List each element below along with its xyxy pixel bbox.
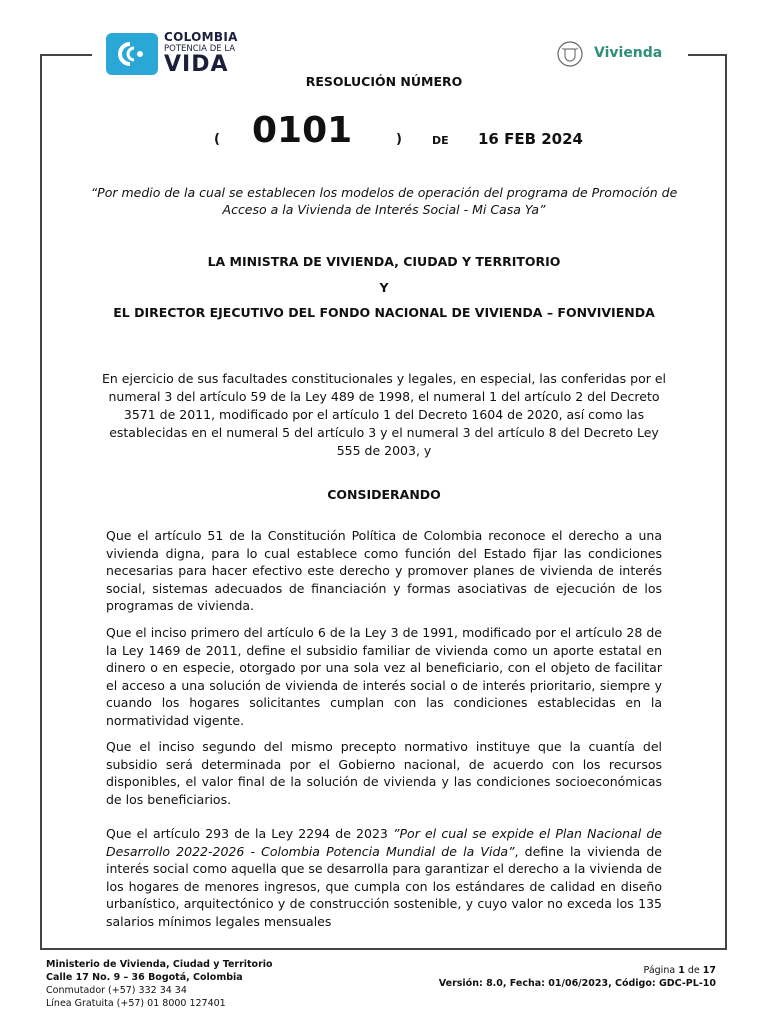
- paren-open: (: [214, 132, 220, 147]
- exercise-clause: En ejercicio de sus facultades constitucionales y legales, en especial, las conferidas por el numeral 3 del artículo 59 de la Ley 489 de 1998, el numeral 1 del artículo 2 del Decreto 3571 de 2011, modificado por el artículo 1 del Decreto 1604 de 2020, así como las establecidas en el numeral 5 del artículo 3 y el numeral 3 del artículo 8 del Decreto Ley 555 de 2003, y: [101, 371, 666, 458]
- considerando-paragraph-1: Que el artículo 51 de la Constitución Política de Colombia reconoce el derecho a una vivienda digna, para lo cual establece como función del Estado fijar las condiciones necesarias para hacer efectivo este derecho y promover planes de vivienda de interés social, sistemas adecuados de financiación y formas asociativas de ejecución de los programas de vivienda.: [106, 528, 662, 613]
- resolution-number-line: [0, 110, 768, 154]
- logo-line-2: POTENCIA DE LA: [164, 44, 236, 54]
- frame-right-line: [725, 54, 727, 950]
- resolution-title: RESOLUCIÓN NÚMERO: [305, 74, 463, 89]
- paragraph-4-text-b: , define la vivienda de interés social como aquella que se desarrolla para garantizar el derecho a la vivienda de los hogares de menores ingresos, que cumpla con los estándares de calidad en diseño urbanístico, arquitectónico y de construcción sostenible, y cuyo valor no exceda los 135 salarios mínimos legales mensuales: [106, 843, 663, 929]
- considerando-paragraph-4: [106, 825, 662, 930]
- page-counter: [439, 964, 716, 977]
- considerando-paragraph-3: Que el inciso segundo del mismo precepto normativo instituye que la cuantía del subsidio será determinada por el Gobierno nacional, de acuerdo con los recursos disponibles, el valor final de la solución de vivienda y las condiciones socioeconómicas de los beneficiarios.: [106, 739, 662, 807]
- resolution-number: 0101: [252, 110, 353, 151]
- authority-ministry: LA MINISTRA DE VIVIENDA, CIUDAD Y TERRITORIO: [207, 254, 561, 269]
- paren-close: ): [396, 132, 402, 147]
- footer-contact: [46, 958, 273, 1010]
- logo-line-1: COLOMBIA: [164, 30, 238, 44]
- considerando-heading: CONSIDERANDO: [327, 487, 441, 502]
- de-label: DE: [432, 134, 449, 147]
- colombia-logo-icon: [106, 33, 158, 75]
- resolution-date: 16 FEB 2024: [478, 130, 583, 148]
- page-of: de: [687, 965, 700, 976]
- frame-top-left-line: [40, 54, 92, 56]
- frame-top-right-line: [688, 54, 726, 56]
- vivienda-logo-text: Vivienda: [594, 45, 663, 61]
- frame-bottom-line: [40, 948, 727, 950]
- footer-phone: Conmutador (+57) 332 34 34: [46, 985, 187, 996]
- footer-toll-free: Línea Gratuita (+57) 01 8000 127401: [46, 998, 226, 1009]
- logo-line-3: VIDA: [164, 51, 229, 77]
- considerando-paragraph-2: Que el inciso primero del artículo 6 de la Ley 3 de 1991, modificado por el artículo 28 de la Ley 1469 de 2011, define el subsidio familiar de vivienda como un aporte estatal en dinero o en especie, otorgado por una sola vez al beneficiario, con el objeto de facilitar el acceso a una solución de vivienda de interés social o de interés prioritario, siempre y cuando los hogares solicitantes cumplan con las condiciones establecidas en la normatividad vigente.: [106, 625, 662, 728]
- authority-conjunction: Y: [379, 280, 389, 295]
- frame-left-line: [40, 54, 42, 950]
- page-total: 17: [702, 965, 716, 976]
- paragraph-4-text-a: Que el artículo 293 de la Ley 2294 de 2023: [106, 826, 394, 841]
- footer-page-info: [439, 964, 716, 990]
- vivienda-logo: [556, 40, 666, 68]
- document-version: Versión: 8.0, Fecha: 01/06/2023, Código: GDC-PL-10: [438, 978, 716, 989]
- colombia-potencia-logo: [106, 31, 256, 77]
- epigraph: “Por medio de la cual se establecen los modelos de operación del programa de Promoción de Acceso a la Vivienda de Interés Social - Mi Casa Ya”: [90, 185, 678, 217]
- footer-ministry: Ministerio de Vivienda, Ciudad y Territorio: [46, 959, 273, 970]
- page-current: 1: [678, 965, 685, 976]
- paragraph-4-italic-quote: ”Por el cual se expide el Plan Nacional de Desarrollo 2022-2026 - Colombia Potencia Mundial de la Vida”: [106, 826, 662, 859]
- coat-of-arms-icon: [556, 40, 584, 68]
- authority-fonvivienda: EL DIRECTOR EJECUTIVO DEL FONDO NACIONAL DE VIVIENDA – FONVIVIENDA: [113, 305, 655, 320]
- footer-address: Calle 17 No. 9 – 36 Bogotá, Colombia: [46, 972, 243, 983]
- page-prefix: Página: [643, 965, 676, 976]
